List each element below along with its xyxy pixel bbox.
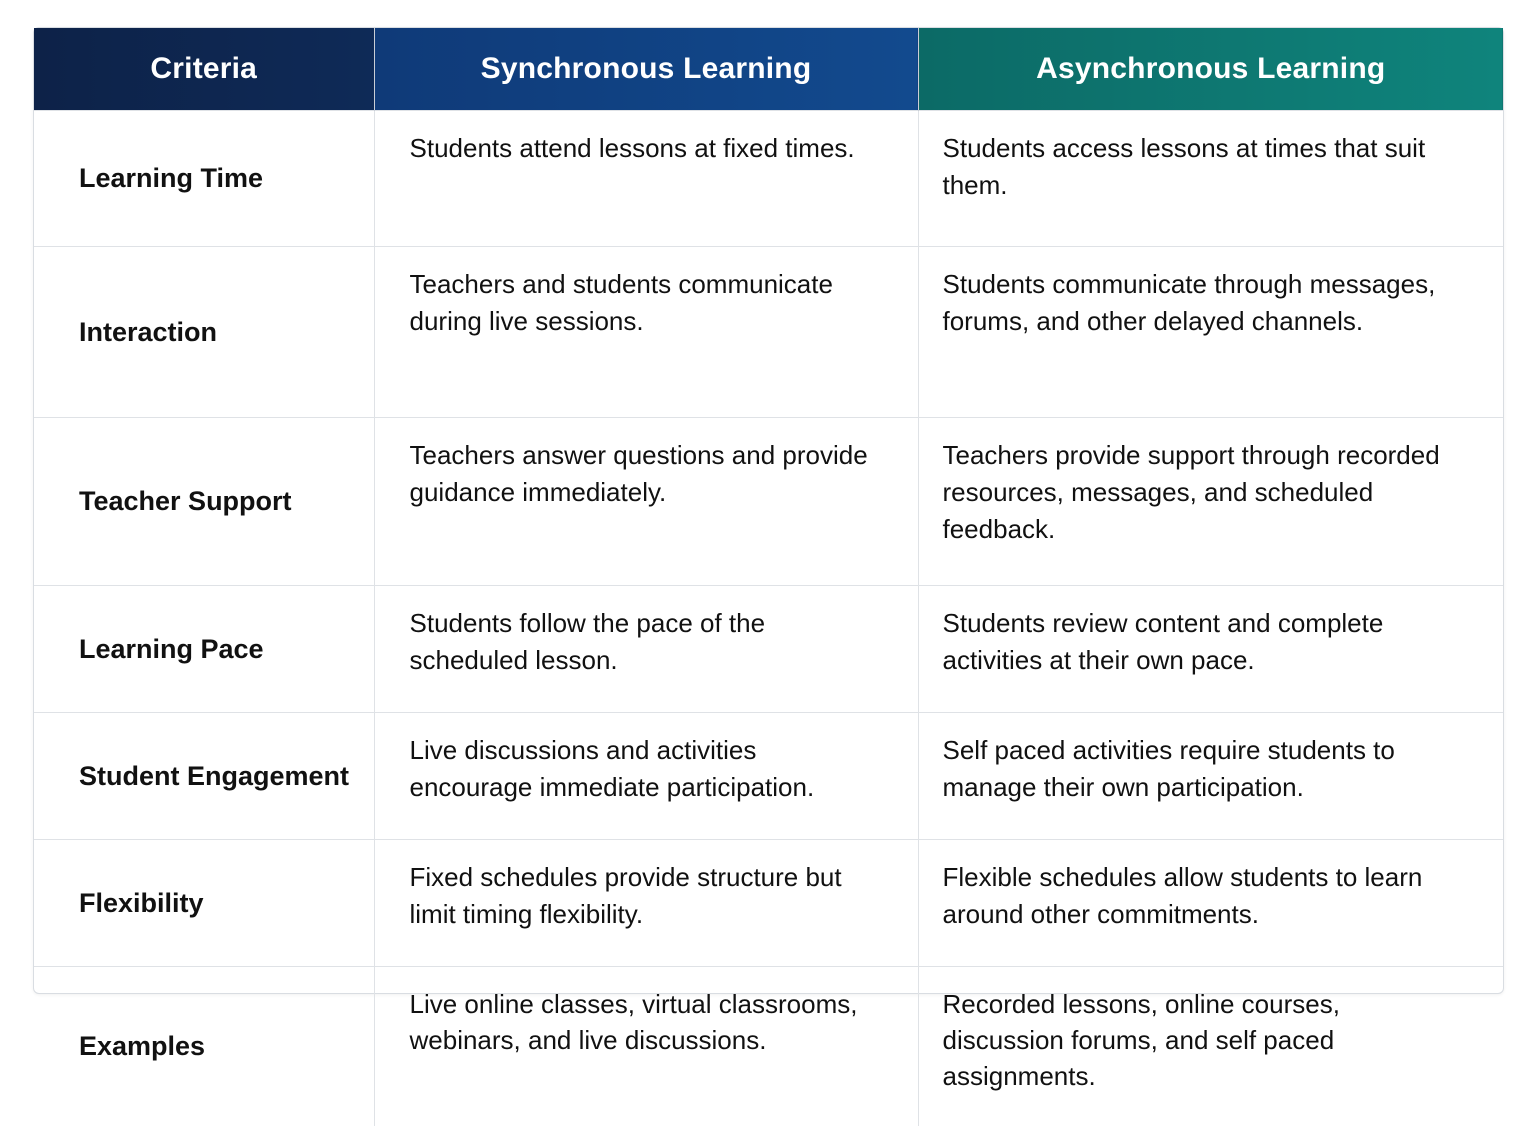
header-asynchronous-learning: Asynchronous Learning [918, 28, 1503, 111]
table-body [34, 111, 1503, 1126]
asynchronous-cell: Flexible schedules allow students to learn around other commitments. [918, 840, 1503, 967]
criteria-cell: Teacher Support [34, 418, 374, 586]
asynchronous-cell: Students access lessons at times that suit them. [918, 111, 1503, 247]
header-criteria: Criteria [34, 28, 374, 111]
header-row [34, 28, 1503, 111]
criteria-cell: Learning Pace [34, 586, 374, 713]
comparison-table [34, 28, 1503, 1126]
criteria-cell: Learning Time [34, 111, 374, 247]
synchronous-cell: Teachers answer questions and provide guidance immediately. [374, 418, 918, 586]
synchronous-cell: Live online classes, virtual classrooms, webinars, and live discussions. [374, 967, 918, 1126]
table-row [34, 247, 1503, 418]
asynchronous-cell: Students communicate through messages, forums, and other delayed channels. [918, 247, 1503, 418]
table-row [34, 840, 1503, 967]
criteria-cell: Flexibility [34, 840, 374, 967]
table-row [34, 586, 1503, 713]
synchronous-cell: Students follow the pace of the scheduled lesson. [374, 586, 918, 713]
asynchronous-cell: Teachers provide support through recorded resources, messages, and scheduled feedback. [918, 418, 1503, 586]
table-header [34, 28, 1503, 111]
criteria-cell: Examples [34, 967, 374, 1126]
table-row [34, 418, 1503, 586]
asynchronous-cell: Students review content and complete activities at their own pace. [918, 586, 1503, 713]
synchronous-cell: Live discussions and activities encourage immediate participation. [374, 713, 918, 840]
synchronous-cell: Fixed schedules provide structure but limit timing flexibility. [374, 840, 918, 967]
asynchronous-cell: Recorded lessons, online courses, discussion forums, and self paced assignments. [918, 967, 1503, 1126]
table-row [34, 713, 1503, 840]
synchronous-cell: Teachers and students communicate during live sessions. [374, 247, 918, 418]
criteria-cell: Student Engagement [34, 713, 374, 840]
table-row [34, 967, 1503, 1126]
asynchronous-cell: Self paced activities require students to manage their own participation. [918, 713, 1503, 840]
criteria-cell: Interaction [34, 247, 374, 418]
synchronous-cell: Students attend lessons at fixed times. [374, 111, 918, 247]
comparison-table-container [33, 27, 1504, 994]
table-row [34, 111, 1503, 247]
header-synchronous-learning: Synchronous Learning [374, 28, 918, 111]
